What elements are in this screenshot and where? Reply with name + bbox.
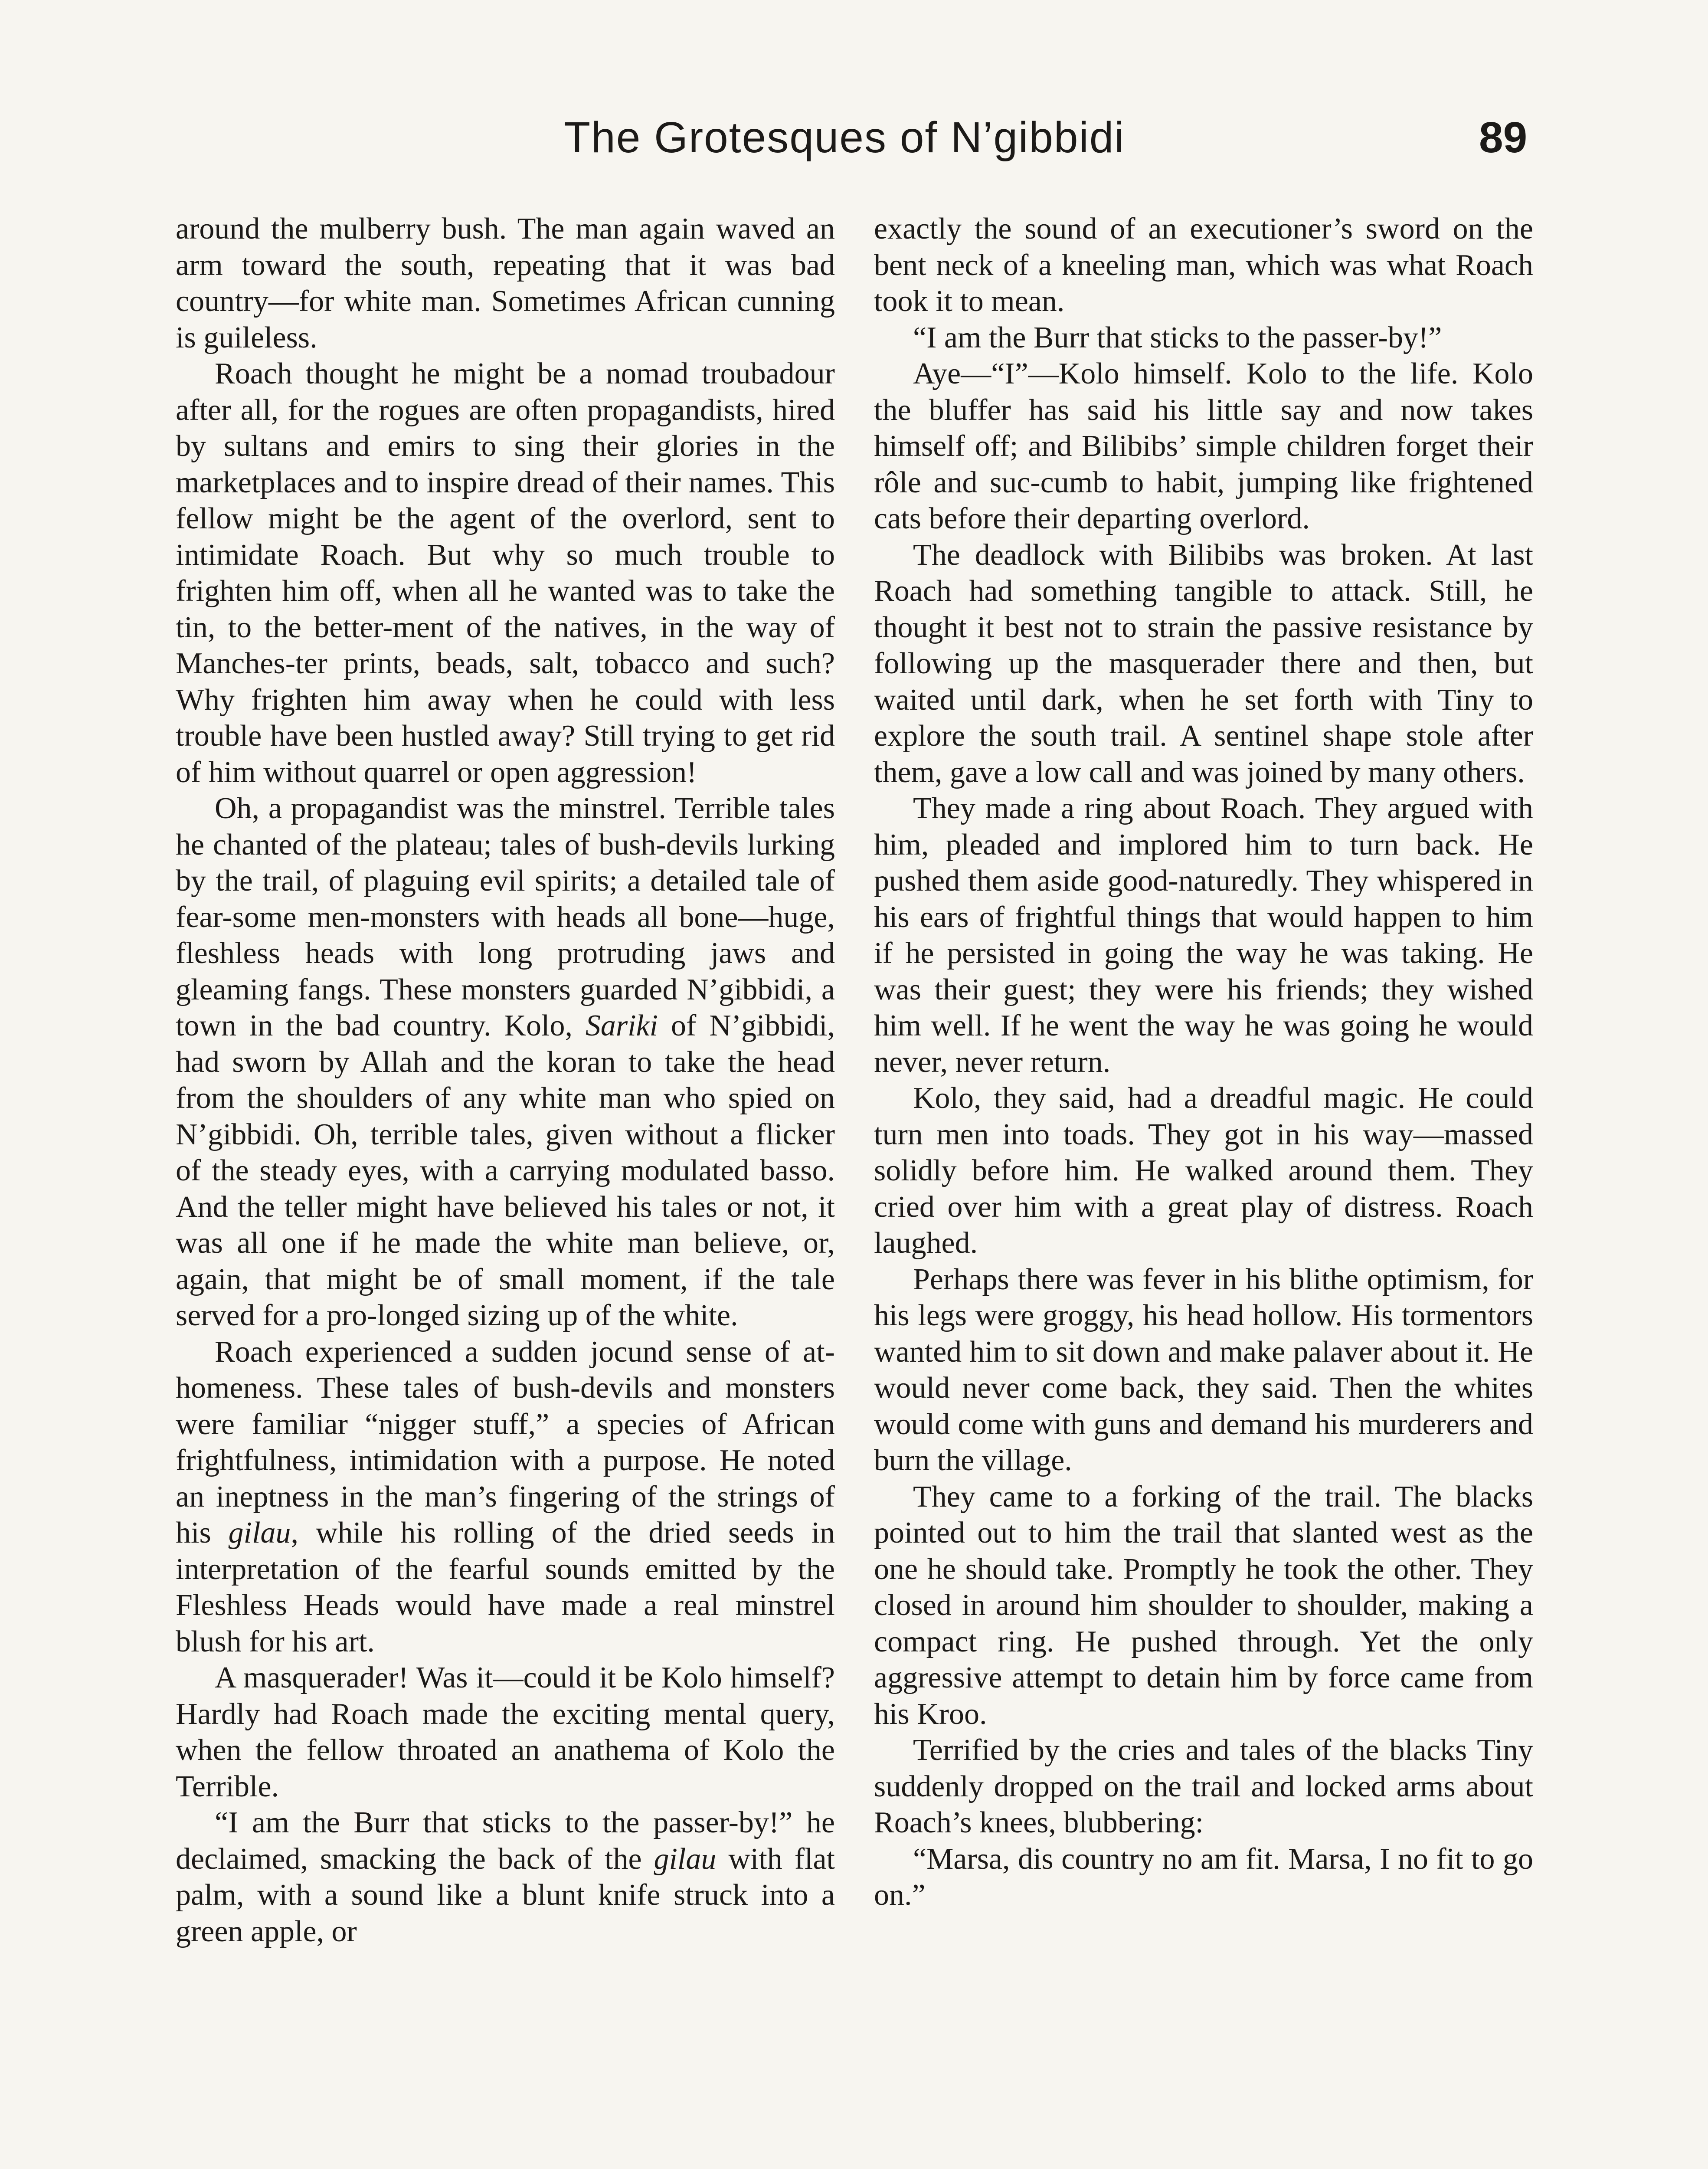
paragraph: Roach experienced a sudden jocund sense of at-homeness. These tales of bush-devils and monsters were familiar “nigger stuff,” a species of African frightfulness, intimidation with a purpose. He noted an ineptness in the man’s fingering of the strings of his gilau, while his rolling of the dried seeds in interpretation of the fearful sounds emitted by the Fleshless Heads would have made a real minstrel blush for his art. xyxy=(176,1335,835,1658)
paragraph: around the mulberry bush. The man again waved an arm toward the south, repeating that it was bad country—for white man. Sometimes African cunning is guileless. xyxy=(176,212,835,354)
paragraph: The deadlock with Bilibibs was broken. At last Roach had something tangible to attack. Still, he thought it best not to strain the passive resistance by following up the masquerader there and then, but waited until dark, when he set forth with Tiny to explore the south trail. A sentinel shape stole after them, gave a low call and was joined by many others. xyxy=(874,538,1533,789)
italic-term: Sariki xyxy=(585,1009,658,1042)
paragraph: exactly the sound of an executioner’s sword on the bent neck of a kneeling man, which was what Roach took it to mean. xyxy=(874,212,1533,318)
paragraph: Kolo, they said, had a dreadful magic. He could turn men into toads. They got in his way—massed solidly before him. He walked around them. They cried over him with a great play of distress. Roach laughed. xyxy=(874,1081,1533,1260)
page-header xyxy=(0,104,1708,169)
paragraph: “Marsa, dis country no am fit. Marsa, I no fit to go on.” xyxy=(874,1842,1533,1912)
paragraph: They came to a forking of the trail. The blacks pointed out to him the trail that slanted west as the one he should take. Promptly he took the other. They closed in around him shoulder to shoulder, making a compact ring. He pushed through. Yet the only aggressive attempt to detain him by force came from his Kroo. xyxy=(874,1480,1533,1731)
paragraph: Terrified by the cries and tales of the blacks Tiny suddenly dropped on the trail and locked arms about Roach’s knees, blubbering: xyxy=(874,1733,1533,1839)
running-title: The Grotesques of N’gibbidi xyxy=(564,113,1125,162)
paragraph: They made a ring about Roach. They argued with him, pleaded and implored him to turn back. He pushed them aside good-naturedly. They whispered in his ears of frightful things that would happen to him if he persisted in going the way he was taking. He was their guest; they were his friends; they wished him well. If he went the way he was going he would never, never return. xyxy=(874,792,1533,1079)
italic-term: gilau xyxy=(654,1842,717,1876)
paragraph: Perhaps there was fever in his blithe optimism, for his legs were groggy, his head hollow. His tormentors wanted him to sit down and make palaver about it. He would never come back, they said. Then the whites would come with guns and demand his murderers and burn the village. xyxy=(874,1262,1533,1477)
paragraph: “I am the Burr that sticks to the passer-by!” xyxy=(913,321,1442,354)
paragraph: Oh, a propagandist was the minstrel. Terrible tales he chanted of the plateau; tales of bush-devils lurking by the trail, of plaguing evil spirits; a detailed tale of fear-some men-monsters with heads all bone—huge, fleshless heads with long protruding jaws and gleaming fangs. These monsters guarded N’gibbidi, a town in the bad country. Kolo, Sariki of N’gibbidi, had sworn by Allah and the koran to take the head from the shoulders of any white man who spied on N’gibbidi. Oh, terrible tales, given without a flicker of the steady eyes, with a carrying modulated basso. And the teller might have believed his tales or not, it was all one if he made the white man believe, or, again, that might be of small moment, if the tale served for a pro-longed sizing up of the white. xyxy=(176,792,835,1332)
paragraph: Roach thought he might be a nomad troubadour after all, for the rogues are often propagandists, hired by sultans and emirs to sing their glories in the marketplaces and to inspire dread of their names. This fellow might be the agent of the overlord, sent to intimidate Roach. But why so much trouble to frighten him off, when all he wanted was to take the tin, to the better-ment of the natives, in the way of Manches-ter prints, beads, salt, tobacco and such? Why frighten him away when he could with less trouble have been hustled away? Still trying to get rid of him without quarrel or open aggression! xyxy=(176,357,835,789)
paragraph: Aye—“I”—Kolo himself. Kolo to the life. Kolo the bluffer has said his little say and now takes himself off; and Bilibibs’ simple children forget their rôle and suc-cumb to habit, jumping like frightened cats before their departing overlord. xyxy=(874,357,1533,535)
page-number: 89 xyxy=(1479,113,1528,162)
right-column xyxy=(874,211,1533,1913)
paragraph: A masquerader! Was it—could it be Kolo himself? Hardly had Roach made the exciting mental query, when the fellow throated an anathema of Kolo the Terrible. xyxy=(176,1661,835,1803)
italic-term: gilau xyxy=(228,1516,291,1550)
left-column xyxy=(176,211,835,1949)
paragraph: “I am the Burr that sticks to the passer-by!” he declaimed, smacking the back of the gilau with flat palm, with a sound like a blunt knife struck into a green apple, or xyxy=(176,1806,835,1948)
